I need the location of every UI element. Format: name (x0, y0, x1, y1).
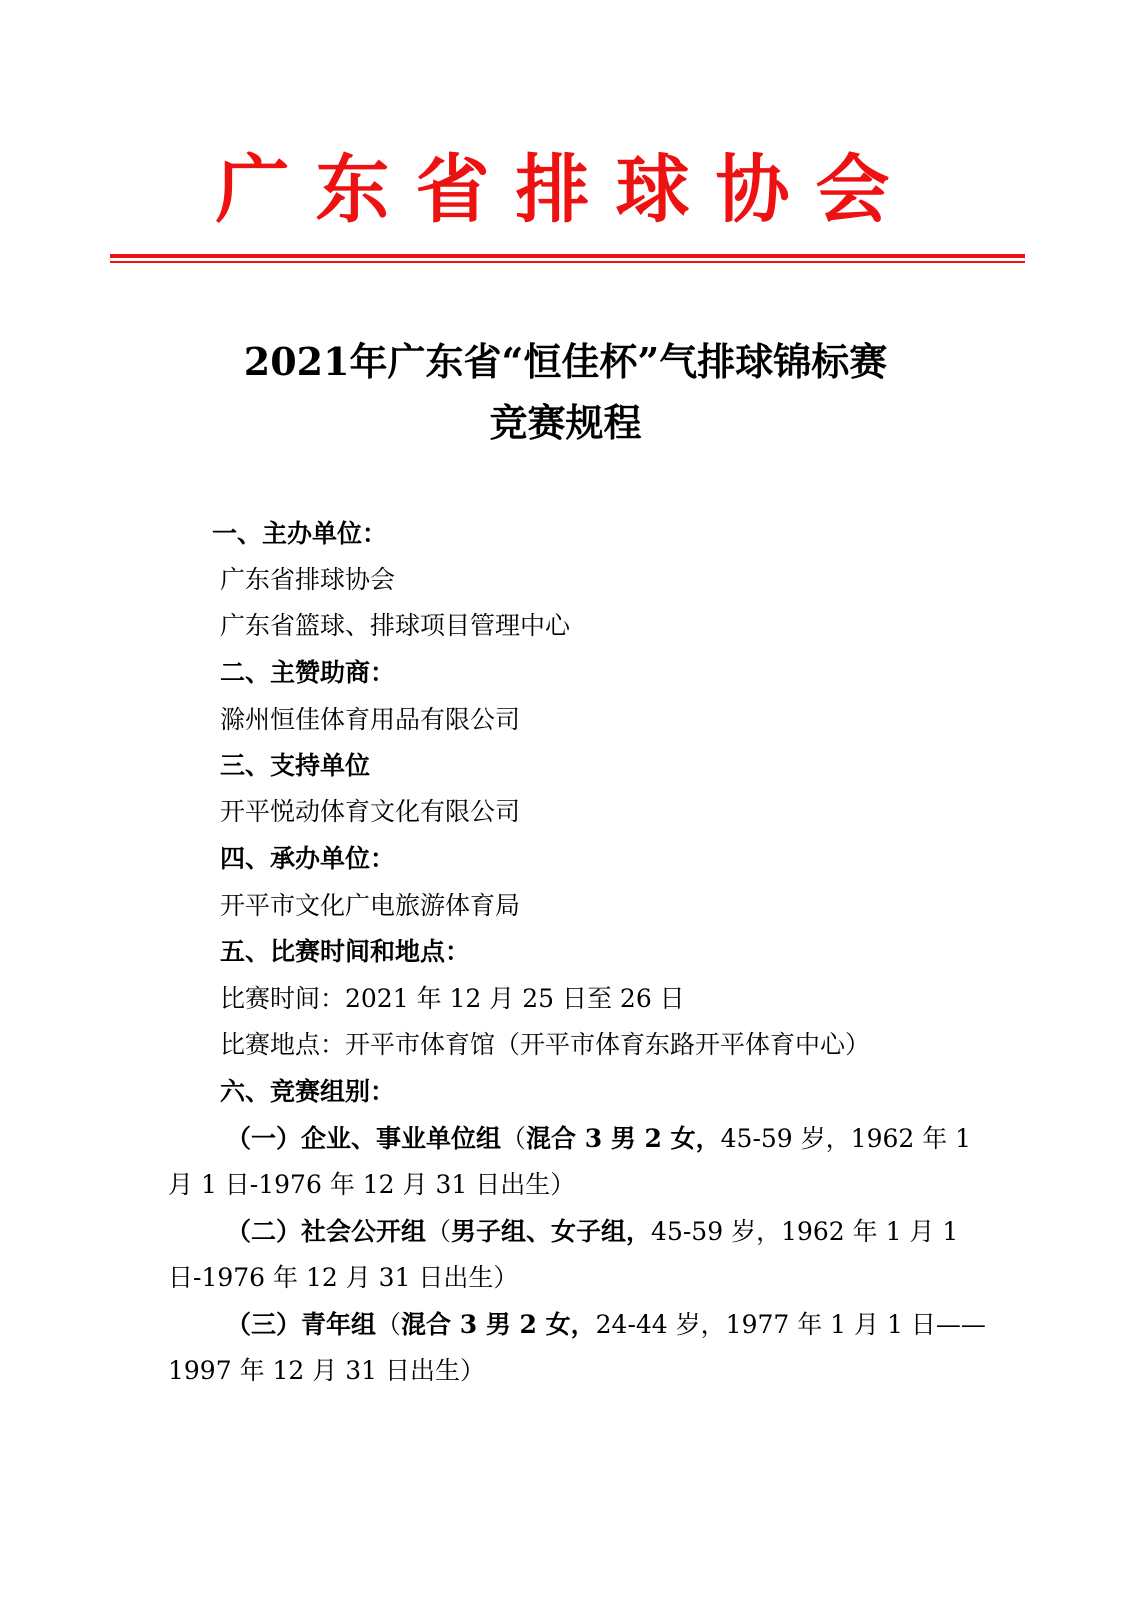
group-1-open-paren: （ (501, 1124, 527, 1153)
host-heading: 四、承办单位： (220, 844, 396, 873)
group-1-line-2: 月 1 日-1976 年 12 月 31 日出生） (168, 1170, 576, 1199)
organizer-heading: 一、主办单位： (212, 519, 388, 548)
group-2-open-paren: （ (426, 1217, 452, 1246)
group-1-line-1 (226, 1122, 971, 1156)
group-1-age-range: 45-59 岁，1962 年 1 (720, 1124, 972, 1153)
group-3-line-1 (226, 1308, 986, 1342)
group-2-line-1 (226, 1215, 958, 1249)
group-2-line-2: 日-1976 年 12 月 31 日出生） (168, 1263, 519, 1292)
sponsor-item: 滁州恒佳体育用品有限公司 (220, 705, 521, 734)
group-3-age-range: 24-44 岁，1977 年 1 月 1 日—— (595, 1310, 986, 1339)
header-rule-thin (110, 261, 1025, 263)
group-3-open-paren: （ (376, 1310, 402, 1339)
group-2-age-range: 45-59 岁，1962 年 1 月 1 (651, 1217, 959, 1246)
host-item: 开平市文化广电旅游体育局 (220, 891, 521, 920)
group-3-line-2: 1997 年 12 月 31 日出生） (168, 1356, 485, 1385)
document-title: 2021年广东省“恒佳杯”气排球锦标赛 (243, 339, 888, 384)
match-place: 比赛地点：开平市体育馆（开平市体育东路开平体育中心） (220, 1030, 871, 1059)
group-2-label: （二）社会公开组 (226, 1217, 427, 1246)
sponsor-heading: 二、主赞助商： (220, 658, 396, 687)
supporter-heading: 三、支持单位 (220, 751, 371, 780)
groups-heading: 六、竞赛组别： (220, 1077, 396, 1106)
supporter-item: 开平悦动体育文化有限公司 (220, 797, 521, 826)
match-time: 比赛时间：2021 年 12 月 25 日至 26 日 (220, 984, 685, 1013)
group-2-composition: 男子组、女子组， (451, 1217, 652, 1246)
organization-header: 广东省排球协会 (215, 147, 916, 233)
group-3-label: （三）青年组 (226, 1310, 377, 1339)
time-place-heading: 五、比赛时间和地点： (220, 937, 471, 966)
group-1-composition: 混合 3 男 2 女， (526, 1124, 721, 1153)
organizer-item: 广东省排球协会 (220, 565, 396, 594)
group-1-label: （一）企业、事业单位组 (226, 1124, 502, 1153)
organizer-item: 广东省篮球、排球项目管理中心 (220, 611, 571, 640)
header-rule-thick (110, 254, 1025, 258)
group-3-composition: 混合 3 男 2 女， (401, 1310, 596, 1339)
document-subtitle: 竞赛规程 (489, 400, 642, 445)
